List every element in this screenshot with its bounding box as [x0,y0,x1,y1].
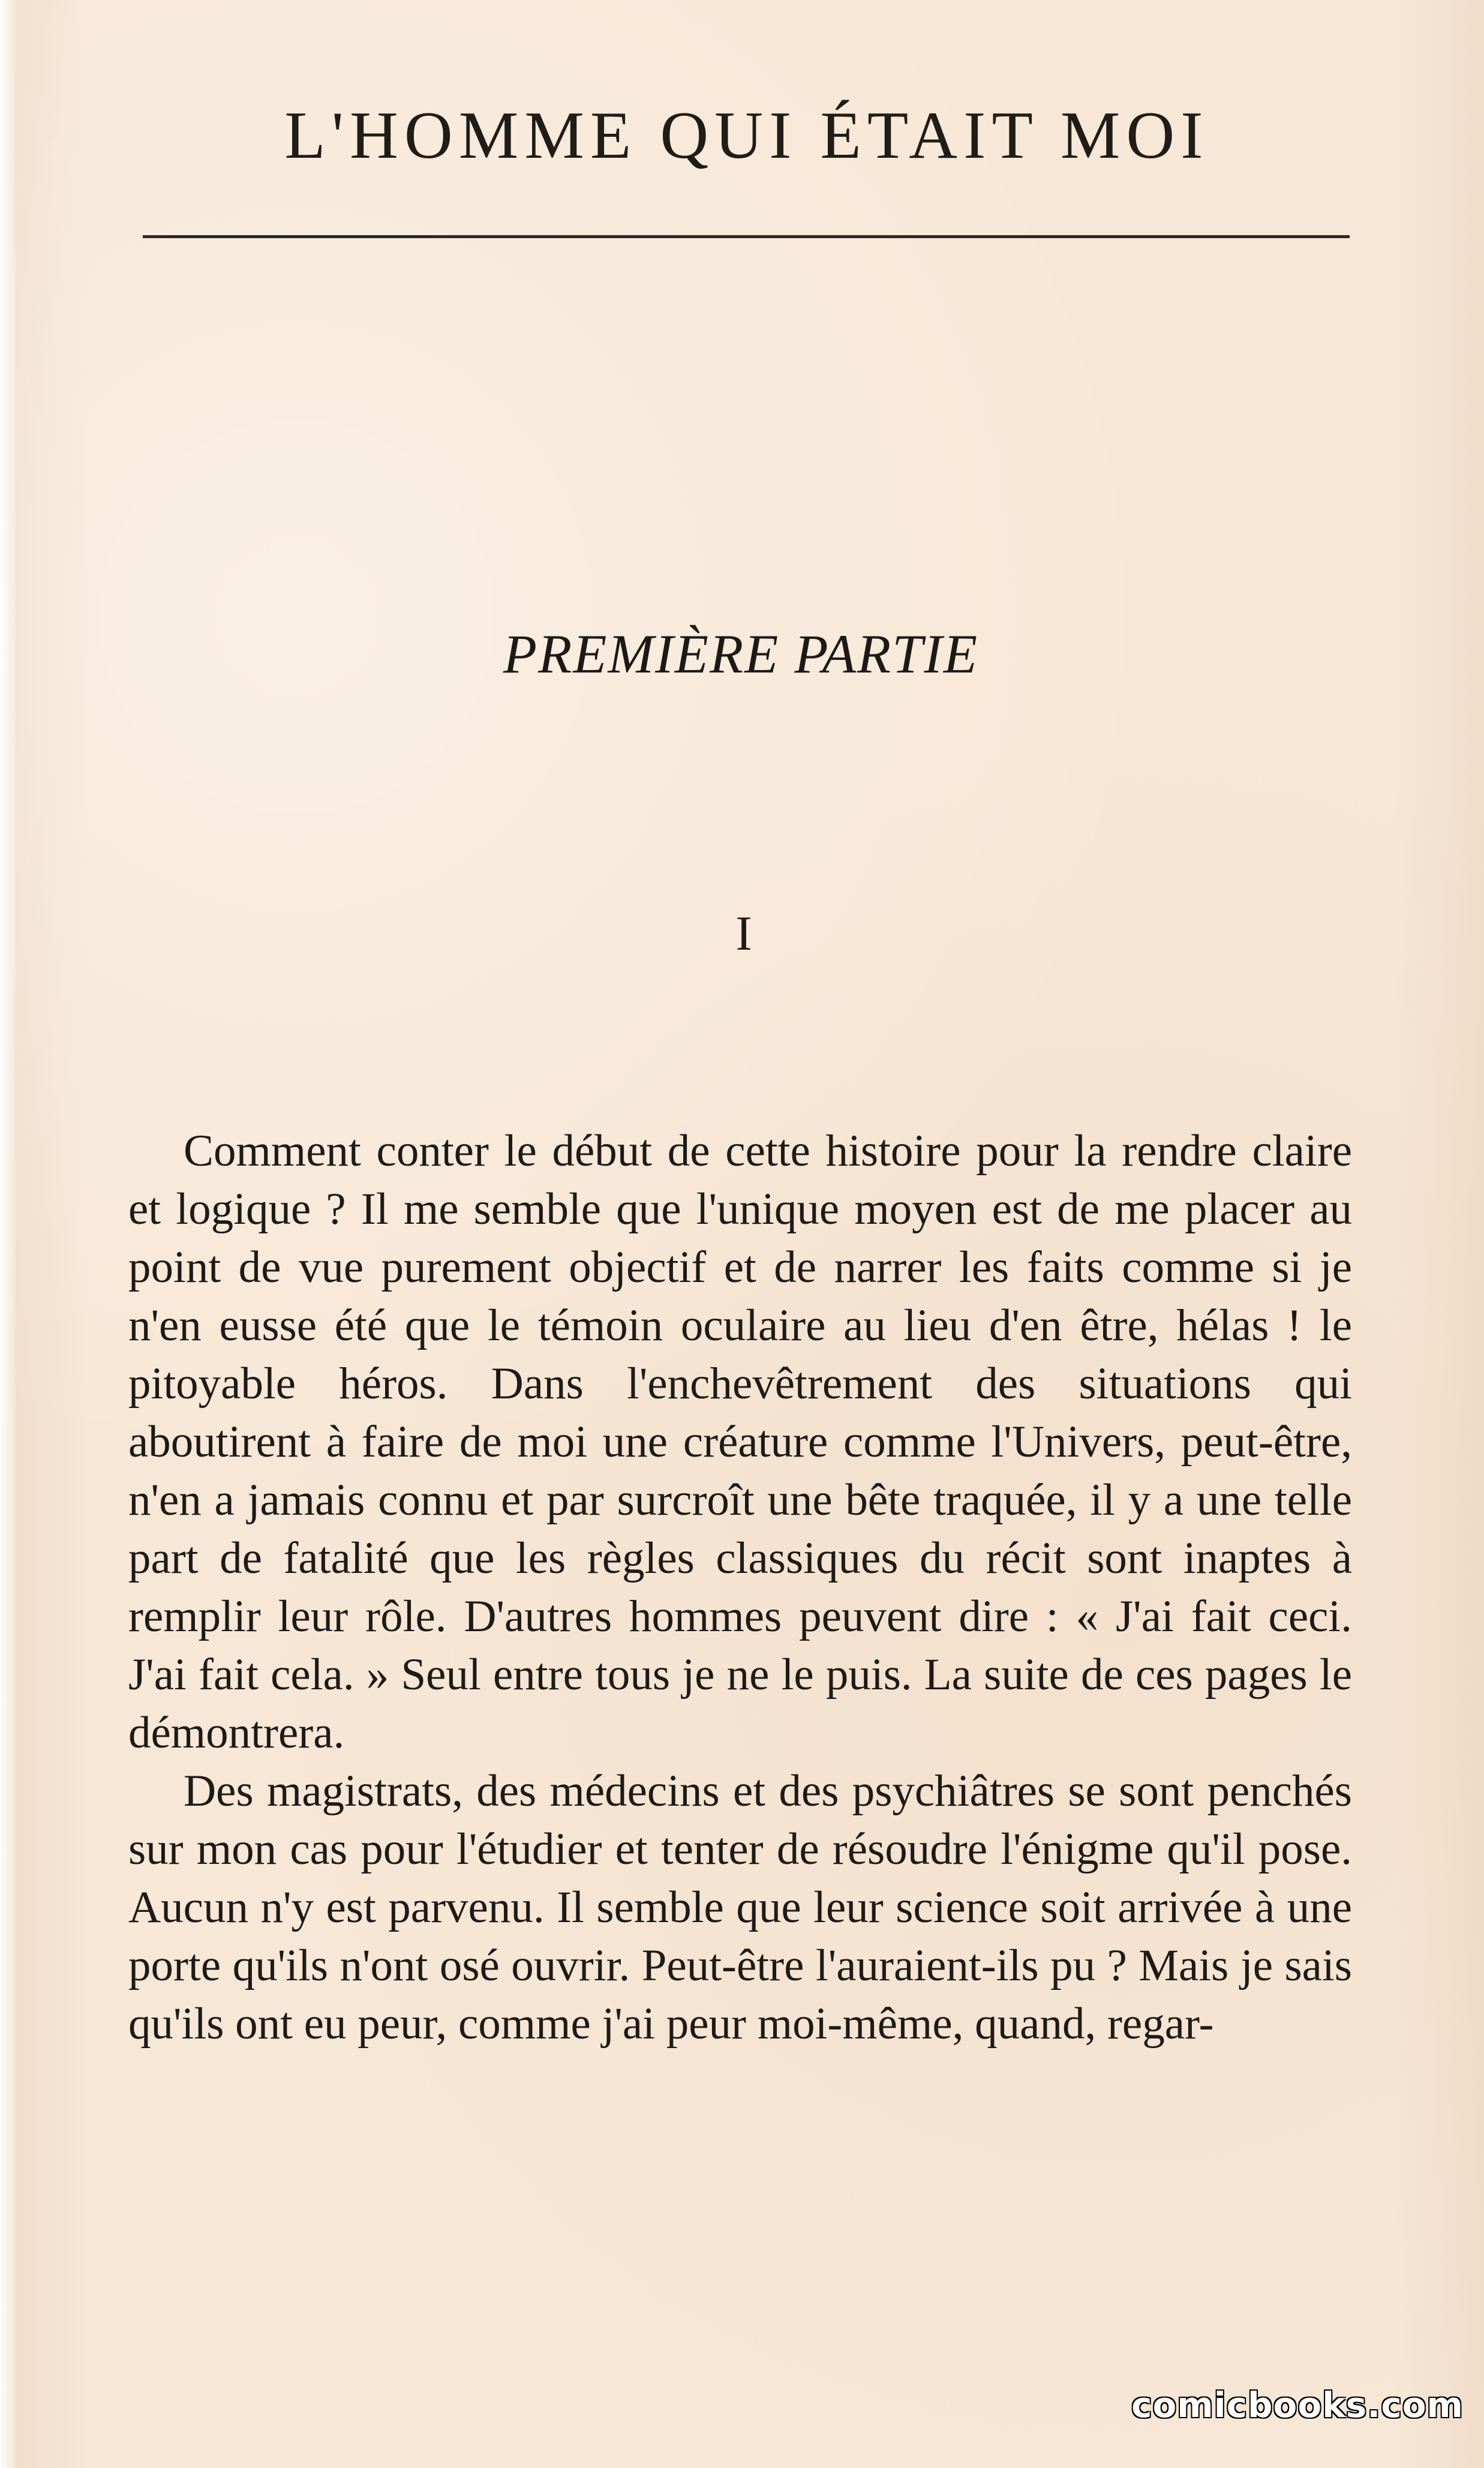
body-text [128,1122,1352,2053]
paragraph-1: Comment conter le début de cette histoire pour la rendre claire et logique ? Il me semble que l'unique moyen est de me placer au point de vue purement objectif et de narrer les faits comme si je n'en eusse été que le témoin oculaire au lieu d'en être, hélas ! le pitoyable héros. Dans l'enchevêtrement des situations qui aboutirent à faire de moi une créature comme l'Univers, peut-être, n'en a jamais connu et par surcroît une bête traquée, il y a une telle part de fatalité que les règles classiques du récit sont inaptes à remplir leur rôle. D'autres hommes peuvent dire : « J'ai fait ceci. J'ai fait cela. » Seul entre tous je ne le puis. La suite de ces pages le démontrera. [128,1126,1352,1758]
page-edge [0,0,16,2468]
site-watermark: comicbooks.com [1131,2385,1464,2425]
running-head: L'HOMME QUI ÉTAIT MOI [284,98,1209,173]
paragraph-2: Des magistrats, des médecins et des psychiâtres se sont penchés sur mon cas pour l'étudier et tenter de résoudre l'énigme qu'il pose. Aucun n'y est parvenu. Il semble que leur science soit arrivée à une porte qu'ils n'ont osé ouvrir. Peut-être l'auraient-ils pu ? Mais je sais qu'ils ont eu peur, comme j'ai peur moi-même, quand, regar- [128,1766,1352,2049]
chapter-number: I [735,906,752,960]
header-rule [143,235,1350,238]
part-title: PREMIÈRE PARTIE [503,623,979,684]
